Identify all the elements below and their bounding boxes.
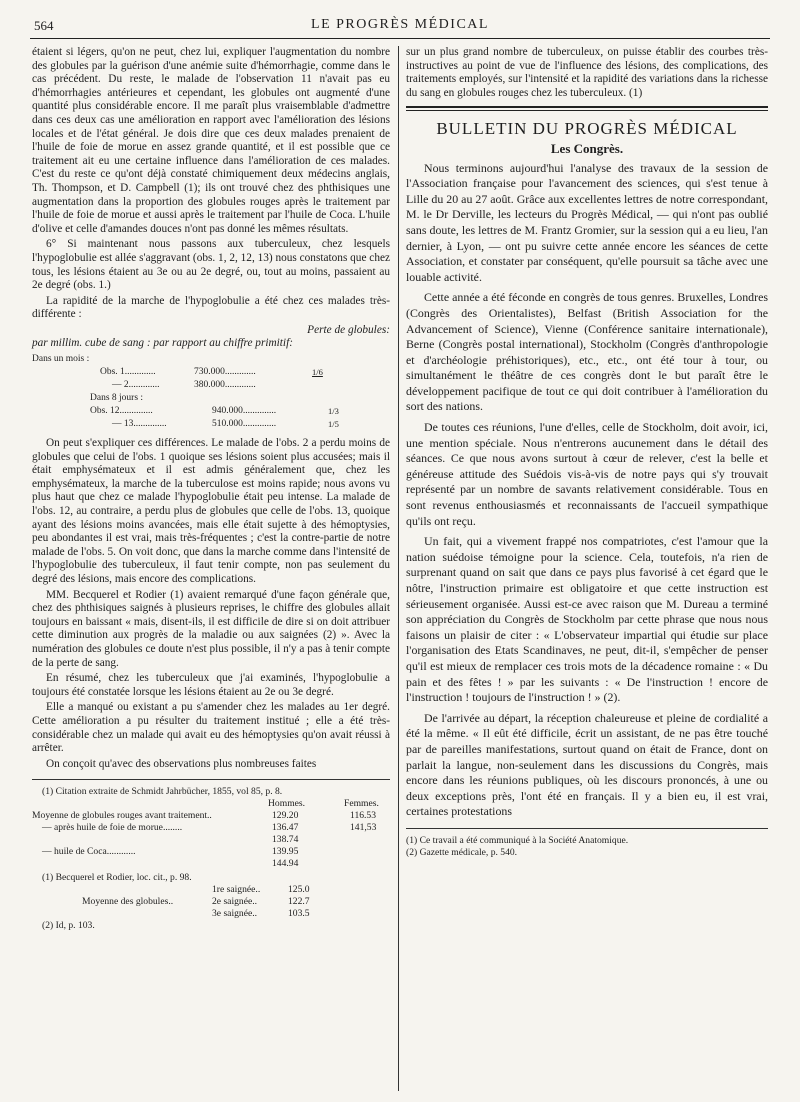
table-cell: 122.7 [288, 896, 310, 908]
table-cell: — après huile de foie de morue........ [42, 822, 183, 834]
footnote: (2) Id, p. 103. [42, 920, 95, 932]
footnote: (1) Becquerel et Rodier, loc. cit., p. 98. [42, 872, 192, 884]
table-cell: 1/5 [328, 419, 339, 430]
table-cell: 510.000.............. [212, 419, 277, 430]
table-cell: 103.5 [288, 908, 310, 920]
paragraph: Elle a manqué ou existant a pu s'amender chez les malades au 1er degré. Cette amélioration a pu résulter du traitement institué ; elle a été très-considérable chez un malade qui avait eu des hémoptysies qu'on avait réussi à arrêter. [32, 701, 390, 755]
section-subtitle: Les Congrès. [550, 140, 624, 156]
table-cell: Moyenne de globules rouges avant traitement.. [32, 810, 212, 822]
table-cell: 1/6 [312, 367, 323, 378]
paragraph: Cette année a été féconde en congrès de tous genres. Bruxelles, Londres (Congrès des Orientalistes), Belfast (British Association for the Advancement of Science), Vienne (Conférence sanitaire internationale), Berne (Congrès postal international), Stockholm (Congrès d'anthropologie et d'archéologie préhistoriques), etc., etc., ont été tour à tour, ou simultanément le théâtre de ces congrès dont le but paraît être le développement pacifique de tout ce qui doit contribuer à l'amélioration du sort des nations. [406, 290, 768, 414]
table-cell: 129.20 [272, 810, 299, 822]
paragraph: De toutes ces réunions, l'une d'elles, celle de Stockholm, doit avoir, ici, une mention spéciale. Nous n'entrerons aucunement dans le détail des séances. Ce que nous avons surtout à cœur de relever, c'est la belle et généreuse attitude des Suédois vis-à-vis de notre pays qui s'y trouvait représenté par un nombre de savants relativement considérable. Tous en sont revenus enthousiasmés et reconnaissants de l'accueil sympathique qu'ils ont reçu. [406, 420, 768, 528]
footnotes [32, 786, 390, 932]
table-cell: 116.53 [350, 810, 377, 822]
paragraph: En résumé, chez les tuberculeux que j'ai examinés, l'hypoglobulie a toujours été constatée lorsque les lésions étaient au 2e ou 3e degré. [32, 672, 390, 698]
paragraph: sur un plus grand nombre de tuberculeux, on puisse établir des courbes très-instructives au point de vue de l'influence des lésions, des complications, des traitements employés, sur l'intensité et la rapidité des variations dans la richesse du sang en globules rouges chez les tuberculeux. (1) [406, 46, 768, 99]
table-cell: Moyenne des globules.. [82, 896, 174, 908]
table-cell: — 13.............. [112, 419, 167, 430]
table-cell: 1re saignée.. [212, 884, 261, 896]
section-rule [406, 106, 768, 111]
paragraph: On peut s'expliquer ces différences. Le malade de l'obs. 2 a perdu moins de globules que celui de l'obs. 1 quoique ses lésions soient plus accusées; mais il était emphysémateux et il est admis généralement que, chez les emphysémateux, la marche de la tuberculose est moins rapide; nous avons vu plus haut que chez ce malade l'hypoglobulie était peu intense. La malade de l'obs. 12, au contraire, a perdu plus de globules que celle de l'obs. 13, quoique ayant des lésions moins avancées, mais elle était sujette à des hémoptysies, peu abondantes il est vrai, mais très-fréquentes ; c'est la contre-partie de notre malade de l'obs. 5. On voit donc, que dans la marche comme dans l'intensité de l'hypoglobulie des tuberculeux, il faut tenir compte, non pas seulement du degré des lésions, mais encore des complications. [32, 437, 390, 585]
journal-title: LE PROGRÈS MÉDICAL [311, 17, 489, 32]
paragraph: La rapidité de la marche de l'hypoglobulie a été chez ces malades très-différente : [32, 294, 390, 321]
footnote: (1) Ce travail a été communiqué à la Société Anatomique. [406, 834, 629, 846]
footnote-rule [32, 779, 390, 780]
footnote: (1) Citation extraite de Schmidt Jahrbücher, 1855, vol 85, p. 8. [42, 786, 283, 798]
column-rule [398, 46, 399, 1091]
table-cell: Obs. 1............. [100, 367, 156, 378]
footnote: (2) Gazette médicale, p. 540. [406, 846, 518, 858]
table-cell: 1/3 [328, 406, 339, 417]
table-cell: 730.000............. [194, 367, 256, 378]
table-cell: 125.0 [288, 884, 310, 896]
table-header: Hommes. [268, 798, 306, 810]
paragraph: Nous terminons aujourd'hui l'analyse des travaux de la session de l'Association française pour l'avancement des sciences, qui s'est tenue à Lille du 20 au 27 août. Grâce aux excellentes lettres de notre correspondant, M. le Dr Derville, les lecteurs du Progrès Médical, — qui n'ont pas oublié sans doute, les lettres de M. Frantz Gromier, sur la session qui a eu lieu, l'an dernier, à Lyon, — ont pu suivre cette année encore les séances de cette Association, et constater par conséquent, qu'elle poursuit sa tâche avec une louable activité. [406, 160, 768, 284]
paragraph: étaient si légers, qu'on ne peut, chez lui, expliquer l'augmentation du nombre des globules par la guérison d'une anémie suite d'hémorrhagie, comme dans le cas précédent. Du reste, le malade de l'observation 11 n'avait pas eu d'hémorrhagies antérieures et cependant, les globules ont augmenté d'une quantité plus considérable encore. Il me paraît plus vraisemblable d'admettre dans ces deux cas une amélioration en rapport avec l'amélioration des lésions locales et de l'état général. Je dois dire que ces deux malades prenaient de l'huile de foie de morue en assez grande quantité, et il est possible que ce traitement ait eu une certaine influence dans l'amélioration de ces malades. C'est du reste ce qu'ont déjà constaté chimiquement deux médecins anglais, Th. Thompson, et D. Campbell (1); ils ont trouvé chez des phthisiques une augmentation dans la proportion des globules rouges après le traitement par l'huile de foie de morue et aussi après le traitement par l'huile de Coca. L'huile d'olive et celle d'amandes douces n'ont pas donné les mêmes résultats. [32, 46, 390, 235]
paragraph: Un fait, qui a vivement frappé nos compatriotes, c'est l'amour que la nation suédoise témoigne pour la science. Cela, toutefois, n'a rien de surprenant quand on sait que dans ce pays plus favorisé à cet égard que le nôtre, l'instruction primaire est obligatoire et que cette instruction est sérieusement organisée. Aussi est-ce avec raison que M. Dureau a terminé son appréciation du Congrès de Stockholm par cette phrase que nous nous faisons un plaisir de citer : « L'observateur impartial qui étudie sur place l'organisation des Etats Scandinaves, ne peut, dit-il, s'empêcher de penser qu'il est mieux de remplacer ces trois mots de la décadence romaine : « Du pain et des fêtes ! » par les suivants : « De l'instruction ! encore de l'instruction ! toujours de l'instruction ! » (2). [406, 534, 768, 705]
paragraph: De l'arrivée au départ, la réception chaleureuse et pleine de cordialité a été la même. « Il eût été difficile, écrit un assistant, de ne pas être touché par de pareilles manifestations, surtout quand on était de France, dont on parlait la langue, non-seulement dans les discussions du Congrès, mais encore dans les réunions publiques, où les discours prononcés, à une ou deux exceptions près, l'ont été en français. Il y a bien eu, il est vrai, certaines protestations [406, 710, 768, 819]
table-cell: 139.95 [272, 846, 299, 858]
table-cell: Obs. 12.............. [90, 406, 153, 417]
table-title: Perte de globules: [307, 323, 390, 336]
table-cell: 144.94 [272, 858, 299, 870]
paragraph: 6° Si maintenant nous passons aux tuberculeux, chez lesquels l'hypoglobulie est allée s'aggravant (obs. 1, 2, 12, 13) nous constatons que chez tous, les lésions étaient au 3e ou au 2e degré, ou, tout au moins, passaient au 2e degré (obs. 1.) [32, 238, 390, 292]
running-header [30, 14, 770, 39]
table-cell: 3e saignée.. [212, 908, 258, 920]
table-header: Femmes. [344, 798, 379, 810]
table-cell: 136.47 [272, 822, 299, 834]
table-cell: Dans 8 jours : [90, 393, 144, 404]
paragraph: On conçoit qu'avec des observations plus nombreuses faites [46, 757, 317, 770]
left-column [32, 46, 390, 932]
table-cell: — 2............. [112, 380, 160, 391]
right-column [406, 46, 768, 859]
table-cell: 2e saignée.. [212, 896, 258, 908]
footnote-rule [406, 828, 768, 829]
table-cell: 138.74 [272, 834, 299, 846]
paragraph: MM. Becquerel et Rodier (1) avaient remarqué d'une façon générale que, chez des phthisiques saignés à plusieurs reprises, le chiffre des globules allait toujours en baissant « mais, disent-ils, il est difficile de dire si on doit attribuer cette diminution aux progrès de la maladie ou aux saignées (2) ». Avec la numération des globules ce doute n'est plus possible, il n'y a pas à tenir compte de la perte de sang. [32, 588, 390, 669]
bulletin-title: BULLETIN DU PROGRÈS MÉDICAL [436, 119, 738, 139]
table-cell: 380.000............. [194, 380, 256, 391]
table-cell: Dans un mois : [32, 354, 90, 365]
globules-table [32, 353, 390, 431]
table-cell: 141,53 [350, 822, 377, 834]
page-number: 564 [34, 18, 54, 33]
table-cell: 940.000.............. [212, 406, 277, 417]
table-subtitle: par millim. cube de sang : par rapport au chiffre primitif: [32, 337, 293, 350]
table-cell: — huile de Coca............ [42, 846, 136, 858]
